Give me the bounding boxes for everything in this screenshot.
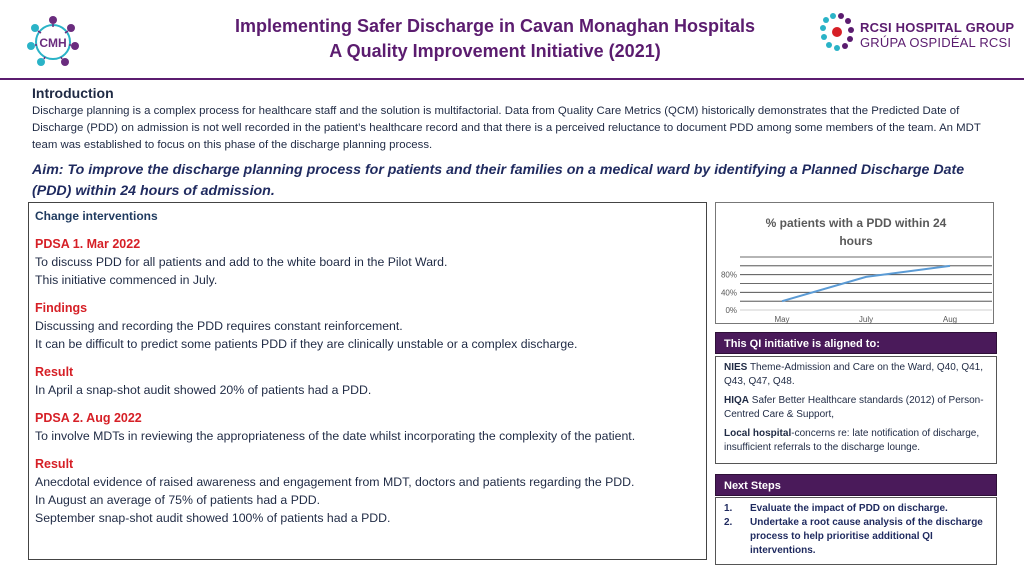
next-step-text: Undertake a root cause analysis of the discharge process to help prioritise additional QI interventions. — [750, 517, 983, 556]
next-step-item — [724, 502, 988, 516]
findings-heading: Findings — [35, 301, 88, 315]
next-step-text: Evaluate the impact of PDD on discharge. — [750, 503, 948, 514]
pdsa-2-line: To involve MDTs in reviewing the appropriateness of the date whilst incorporating the complexity of the patient. — [35, 429, 636, 443]
next-steps-body — [715, 497, 997, 565]
introduction — [32, 84, 992, 154]
pdd-chart-svg — [716, 203, 995, 325]
pdsa-1-heading: PDSA 1. Mar 2022 — [35, 237, 141, 251]
qi-item-text: Safer Better Healthcare standards (2012) of Person-Centred Care & Support, — [724, 395, 984, 420]
change-interventions-title: Change interventions — [35, 209, 158, 223]
chart-title-line-1: % patients with a PDD within 24 — [765, 216, 947, 230]
change-interventions-box — [28, 202, 707, 560]
result-2-heading: Result — [35, 457, 74, 471]
qi-item-hiqa — [724, 394, 988, 422]
result-1-heading: Result — [35, 365, 74, 379]
rcsi-logo-irish: GRÚPA OSPIDÉAL RCSI — [860, 35, 1012, 50]
next-steps-list — [724, 502, 988, 558]
pdsa-1-line: This initiative commenced in July. — [35, 273, 218, 287]
qi-item-text: -concerns re: late notification of discharge, insufficient referrals to the discharge lounge. — [724, 428, 980, 453]
qi-item-text: Theme-Admission and Care on the Ward, Q40, Q41, Q43, Q47, Q48. — [724, 362, 984, 387]
result-2-line: September snap-shot audit showed 100% of patients had a PDD. — [35, 511, 391, 525]
qi-item-local — [724, 427, 988, 455]
chart-x-tick-label: July — [858, 315, 874, 324]
pdsa-2-section — [35, 409, 700, 445]
qi-item-label: Local hospital — [724, 428, 792, 439]
aim-statement: Aim: To improve the discharge planning process for patients and their families on a medical ward by identifying a Planned Discharge Date (PDD) within 24 hours of admission. — [32, 162, 965, 199]
qi-alignment-header: This QI initiative is aligned to: — [715, 332, 997, 354]
cmh-logo-text: CMH — [39, 36, 67, 50]
result-2-line: Anecdotal evidence of raised awareness and engagement from MDT, doctors and patients regarding the PDD. — [35, 475, 635, 489]
result-1-section — [35, 363, 700, 399]
poster-title — [150, 14, 840, 64]
chart-y-tick-label: 40% — [720, 288, 737, 298]
next-step-item — [724, 516, 988, 558]
findings-section — [35, 299, 700, 353]
next-step-number: 2. — [724, 517, 733, 528]
header — [0, 0, 1024, 80]
title-line-1: Implementing Safer Discharge in Cavan Monaghan Hospitals — [234, 16, 756, 36]
result-2-line: In August an average of 75% of patients had a PDD. — [35, 493, 321, 507]
qi-item-label: HIQA — [724, 395, 749, 406]
rcsi-logo — [818, 12, 1018, 54]
pdsa-2-heading: PDSA 2. Aug 2022 — [35, 411, 142, 425]
qi-item-label: NIES — [724, 362, 748, 373]
next-step-number: 1. — [724, 503, 733, 514]
next-steps-header: Next Steps — [715, 474, 997, 496]
chart-title-line-2: hours — [839, 234, 873, 248]
pdsa-1-line: To discuss PDD for all patients and add to the white board in the Pilot Ward. — [35, 255, 448, 269]
findings-line: It can be difficult to predict some patients PDD if they are clinically unstable or a complex discharge. — [35, 337, 578, 351]
pdsa-1-section — [35, 235, 700, 289]
result-1-line: In April a snap-shot audit showed 20% of patients had a PDD. — [35, 383, 372, 397]
rcsi-logo-name: RCSI HOSPITAL GROUP — [860, 20, 1015, 35]
result-2-section — [35, 455, 700, 527]
qi-alignment-body — [715, 356, 997, 464]
header-divider — [0, 78, 1024, 80]
pdd-chart — [715, 202, 994, 324]
chart-y-tick-label: 80% — [720, 270, 737, 280]
introduction-heading: Introduction — [32, 85, 114, 101]
chart-x-tick-label: May — [774, 315, 790, 324]
introduction-text: Discharge planning is a complex process for healthcare staff and the solution is multifactorial. Data from Quality Care Metrics (QCM) historically demonstrates that the Predicted Date of Discharge (PDD) on admission is not well recorded in the patient’s healthcare record and that there is a perceived reluctance to document PDD among some members of the team. An MDT team was established to focus on this phase of the discharge planning process. — [32, 105, 981, 151]
chart-y-tick-label: 0% — [725, 306, 737, 315]
cmh-logo — [20, 14, 86, 70]
title-line-2: A Quality Improvement Initiative (2021) — [329, 41, 661, 61]
findings-line: Discussing and recording the PDD requires constant reinforcement. — [35, 319, 403, 333]
rcsi-mark-icon — [818, 12, 856, 52]
qi-item-nies — [724, 361, 988, 389]
chart-x-tick-label: Aug — [942, 315, 958, 324]
